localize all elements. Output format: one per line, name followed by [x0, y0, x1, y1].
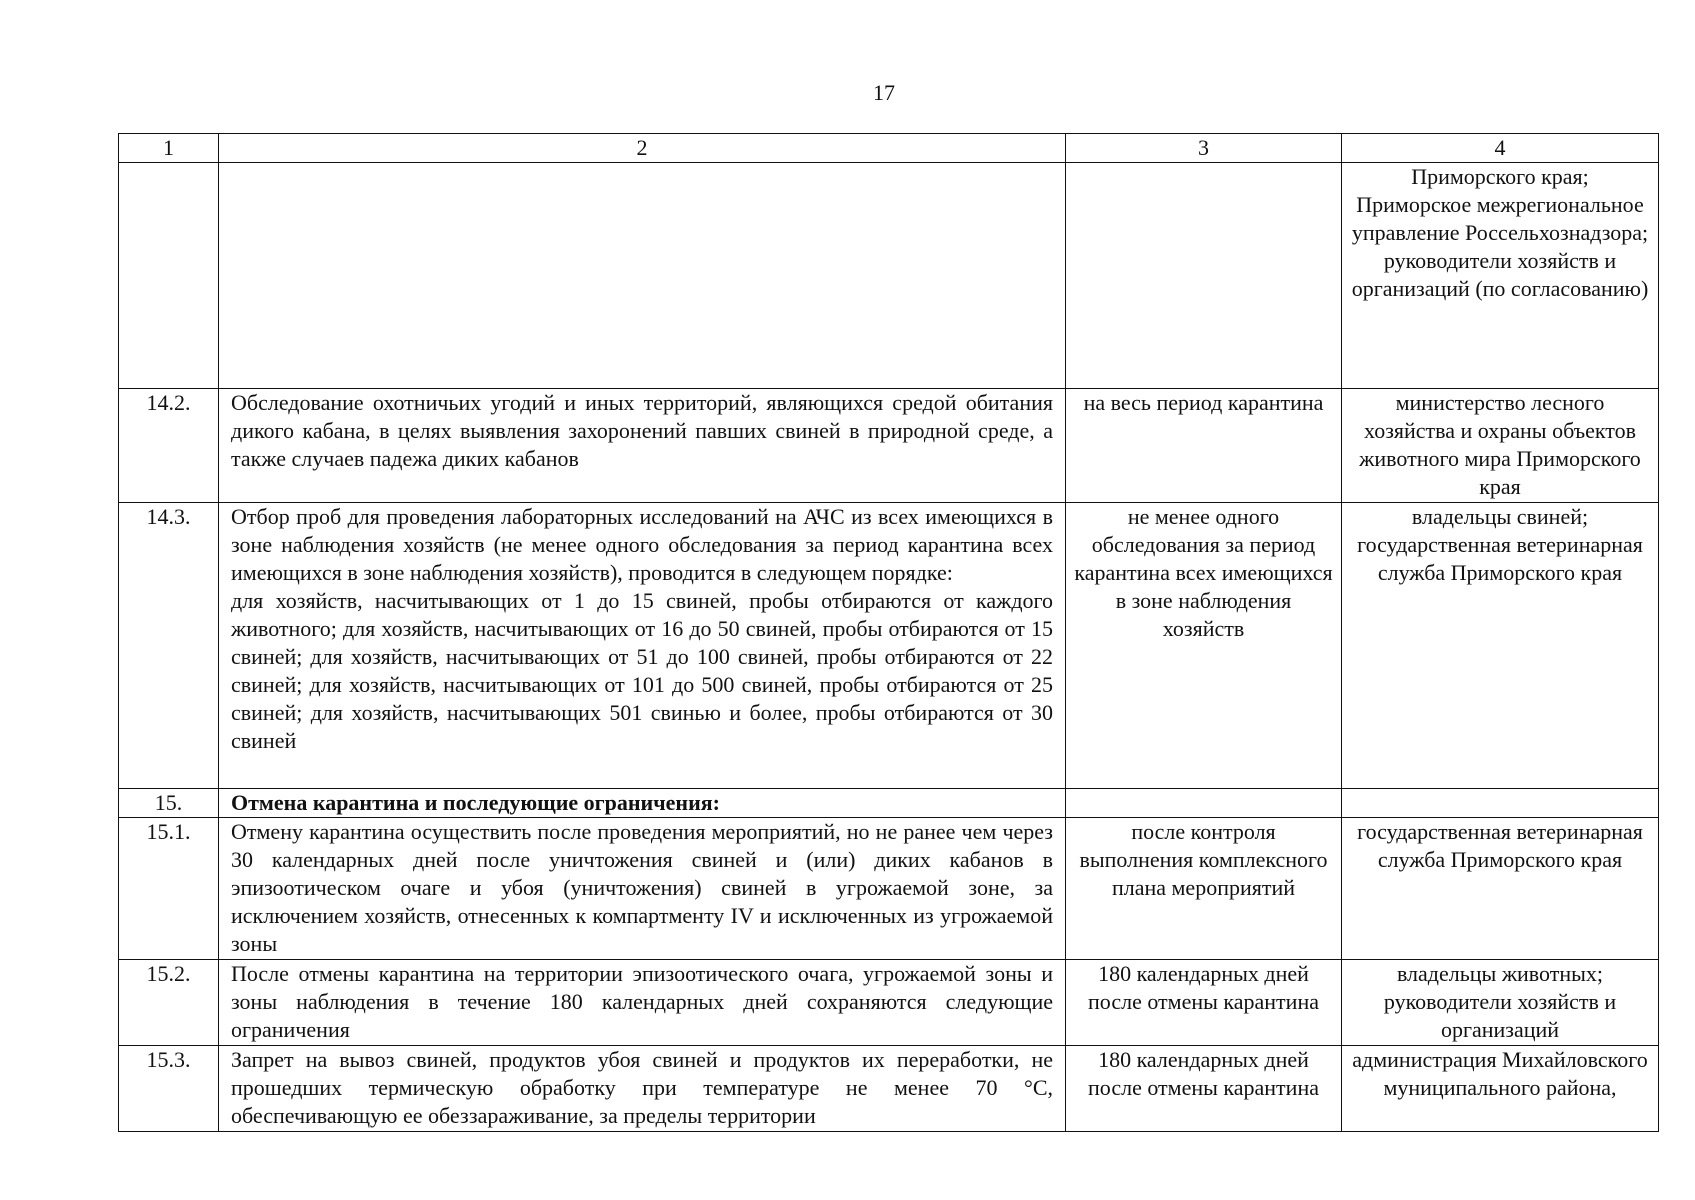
row-number: 15.1.	[119, 818, 219, 960]
table-header-row	[119, 134, 1659, 163]
row-description: Запрет на вывоз свиней, продуктов убоя свиней и продуктов их переработки, не прошедших термическую обработку при температуре не менее 70 °С, обеспечивающую ее обеззараживание, за пределы территории	[219, 1046, 1066, 1132]
row-number: 15.3.	[119, 1046, 219, 1132]
row-number: 15.2.	[119, 960, 219, 1046]
row-term: 180 календарных дней после отмены карантина	[1066, 960, 1342, 1046]
row-term	[1066, 163, 1342, 389]
page-number: 17	[873, 80, 895, 105]
row-description: Обследование охотничьих угодий и иных территорий, являющихся средой обитания дикого кабана, в целях выявления захоронений павших свиней в природной среде, а также случаев падежа диких кабанов	[219, 389, 1066, 503]
row-term: не менее одного обследования за период карантина всех имеющихся в зоне наблюдения хозяйств	[1066, 503, 1342, 789]
row-number	[119, 163, 219, 389]
row-term: после контроля выполнения комплексного плана мероприятий	[1066, 818, 1342, 960]
row-number: 14.3.	[119, 503, 219, 789]
column-number-4: 4	[1342, 134, 1659, 163]
row-description	[219, 163, 1066, 389]
measures-table	[118, 133, 1659, 1132]
row-description: Отмену карантина осуществить после проведения мероприятий, но не ранее чем через 30 календарных дней после уничтожения свиней и (или) диких кабанов в эпизоотическом очаге и убоя (уничтожения) свиней в угрожаемой зоне, за исключением хозяйств, отнесенных к компартменту IV и исключенных из угрожаемой зоны	[219, 818, 1066, 960]
row-responsible: администрация Михайловского муниципального района,	[1342, 1046, 1659, 1132]
table-row	[119, 1046, 1659, 1132]
column-number-2: 2	[219, 134, 1066, 163]
table-row	[119, 503, 1659, 789]
row-number: 15.	[119, 789, 219, 818]
row-responsible: министерство лесного хозяйства и охраны объектов животного мира Приморского края	[1342, 389, 1659, 503]
table-row	[119, 163, 1659, 389]
table-row	[119, 789, 1659, 818]
row-responsible	[1342, 789, 1659, 818]
row-term: 180 календарных дней после отмены карантина	[1066, 1046, 1342, 1132]
table-row	[119, 960, 1659, 1046]
row-term	[1066, 789, 1342, 818]
row-responsible: владельцы свиней; государственная ветеринарная служба Приморского края	[1342, 503, 1659, 789]
column-number-1: 1	[119, 134, 219, 163]
row-description: Отмена карантина и последующие ограничения:	[219, 789, 1066, 818]
row-responsible: государственная ветеринарная служба Приморского края	[1342, 818, 1659, 960]
column-number-3: 3	[1066, 134, 1342, 163]
row-responsible: Приморского края; Приморское межрегиональное управление Россельхознадзора; руководители хозяйств и организаций (по согласованию)	[1342, 163, 1659, 389]
row-number: 14.2.	[119, 389, 219, 503]
row-responsible: владельцы животных; руководители хозяйств и организаций	[1342, 960, 1659, 1046]
row-term: на весь период карантина	[1066, 389, 1342, 503]
table-row	[119, 818, 1659, 960]
row-description: Отбор проб для проведения лабораторных исследований на АЧС из всех имеющихся в зоне наблюдения хозяйств (не менее одного обследования за период карантина всех имеющихся в зоне наблюдения хозяйств), проводится в следующем порядке: для хозяйств, насчитывающих от 1 до 15 свиней, пробы отбираются от каждого животного; для хозяйств, насчитывающих от 16 до 50 свиней, пробы отбираются от 15 свиней; для хозяйств, насчитывающих от 51 до 100 свиней, пробы отбираются от 22 свиней; для хозяйств, насчитывающих от 101 до 500 свиней, пробы отбираются от 25 свиней; для хозяйств, насчитывающих 501 свинью и более, пробы отбираются от 30 свиней	[219, 503, 1066, 789]
table-row	[119, 389, 1659, 503]
row-description: После отмены карантина на территории эпизоотического очага, угрожаемой зоны и зоны наблюдения в течение 180 календарных дней сохраняются следующие ограничения	[219, 960, 1066, 1046]
